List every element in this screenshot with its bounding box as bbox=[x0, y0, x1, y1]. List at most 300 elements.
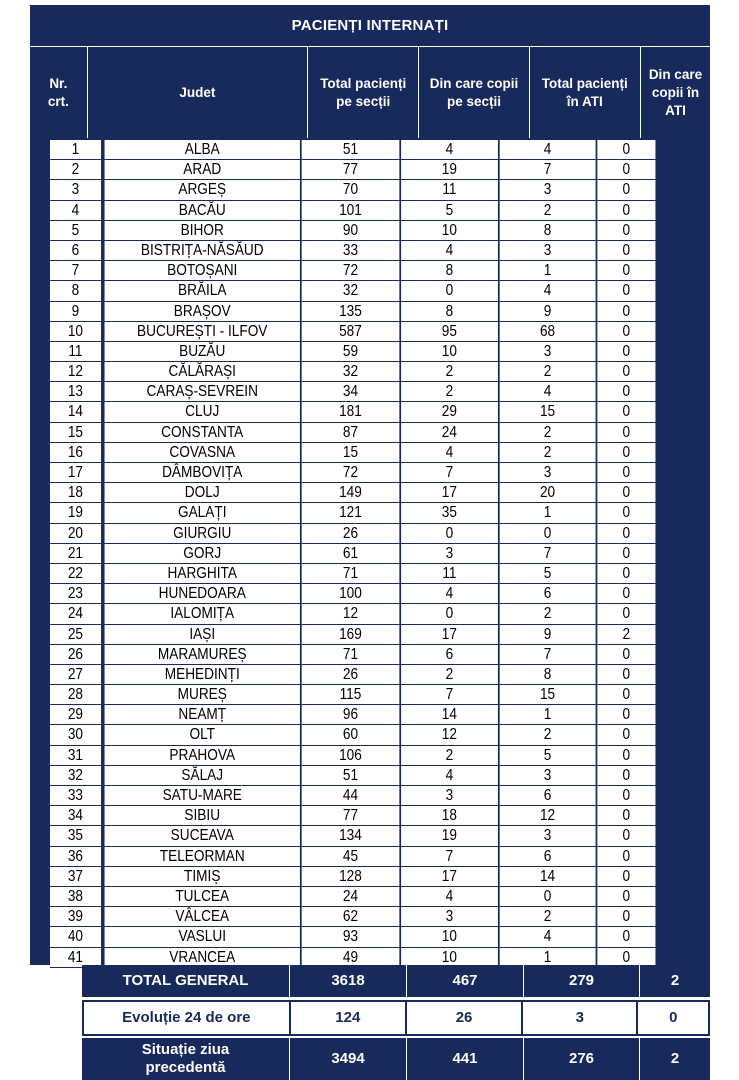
row-copii-sectii: 4 bbox=[401, 584, 498, 604]
row-nr: 26 bbox=[50, 645, 101, 665]
evolution-sectii: 124 bbox=[291, 1002, 407, 1034]
evolution-copii-sectii: 26 bbox=[407, 1002, 523, 1034]
table-row bbox=[50, 665, 655, 685]
table-row bbox=[50, 180, 655, 200]
row-total-sectii: 87 bbox=[302, 423, 399, 443]
table-row bbox=[50, 241, 655, 261]
row-judet: ARGEȘ bbox=[104, 180, 300, 200]
row-total-ati: 2 bbox=[500, 362, 596, 382]
row-total-ati: 4 bbox=[500, 281, 596, 301]
row-total-sectii: 15 bbox=[302, 443, 399, 463]
row-nr: 31 bbox=[50, 746, 101, 766]
row-total-ati: 7 bbox=[500, 544, 596, 564]
table-row bbox=[50, 261, 655, 281]
row-total-ati: 4 bbox=[500, 927, 596, 947]
row-total-ati: 3 bbox=[500, 180, 596, 200]
row-total-sectii: 44 bbox=[302, 786, 399, 806]
table-rows bbox=[50, 140, 738, 968]
row-total-ati: 1 bbox=[500, 261, 596, 281]
evolution-copii-ati: 0 bbox=[669, 1009, 678, 1026]
row-copii-ati: 0 bbox=[597, 725, 655, 745]
row-judet: CARAȘ-SEVREIN bbox=[104, 382, 300, 402]
row-judet: CONSTANTA bbox=[104, 423, 300, 443]
table-row bbox=[50, 826, 655, 846]
row-total-sectii: 106 bbox=[302, 746, 399, 766]
row-copii-ati: 0 bbox=[597, 463, 655, 483]
table-row bbox=[50, 927, 655, 947]
row-judet: BISTRIȚA-NĂSĂUD bbox=[104, 241, 300, 261]
row-total-ati: 3 bbox=[500, 241, 596, 261]
row-total-ati: 1 bbox=[500, 503, 596, 523]
row-total-sectii: 71 bbox=[302, 645, 399, 665]
row-total-ati: 3 bbox=[500, 766, 596, 786]
table-row bbox=[50, 382, 655, 402]
row-judet: BRAȘOV bbox=[104, 302, 300, 322]
table-row bbox=[50, 423, 655, 443]
previous-label: Situație ziua precedentă bbox=[82, 1038, 290, 1080]
row-total-sectii: 70 bbox=[302, 180, 399, 200]
total-row bbox=[82, 965, 710, 997]
total-copii-ati: 2 bbox=[670, 972, 680, 989]
row-nr: 3 bbox=[50, 180, 101, 200]
row-total-ati: 4 bbox=[500, 140, 596, 160]
table-row bbox=[50, 160, 655, 180]
row-total-sectii: 62 bbox=[302, 907, 399, 927]
row-copii-ati: 0 bbox=[597, 746, 655, 766]
table-row bbox=[50, 786, 655, 806]
row-total-sectii: 49 bbox=[302, 948, 399, 968]
row-judet: TULCEA bbox=[104, 887, 300, 907]
row-copii-sectii: 4 bbox=[401, 140, 498, 160]
row-total-sectii: 72 bbox=[302, 261, 399, 281]
row-total-sectii: 33 bbox=[302, 241, 399, 261]
row-nr: 13 bbox=[50, 382, 101, 402]
row-nr: 32 bbox=[50, 766, 101, 786]
row-nr: 10 bbox=[50, 322, 101, 342]
row-copii-ati: 0 bbox=[597, 786, 655, 806]
row-total-sectii: 121 bbox=[302, 503, 399, 523]
row-judet: MUREȘ bbox=[104, 685, 300, 705]
row-copii-sectii: 2 bbox=[401, 382, 498, 402]
row-copii-sectii: 4 bbox=[401, 241, 498, 261]
row-copii-ati: 0 bbox=[597, 483, 655, 503]
row-nr: 8 bbox=[50, 281, 101, 301]
row-copii-ati: 0 bbox=[597, 948, 655, 968]
row-copii-ati: 0 bbox=[597, 826, 655, 846]
row-total-ati: 2 bbox=[500, 423, 596, 443]
row-judet: VASLUI bbox=[104, 927, 300, 947]
row-copii-ati: 0 bbox=[597, 524, 655, 544]
row-total-sectii: 24 bbox=[302, 887, 399, 907]
row-total-ati: 2 bbox=[500, 725, 596, 745]
row-copii-sectii: 11 bbox=[401, 180, 498, 200]
row-judet: NEAMȚ bbox=[104, 705, 300, 725]
row-judet: BACĂU bbox=[104, 201, 300, 221]
row-total-ati: 6 bbox=[500, 786, 596, 806]
row-judet: DÂMBOVIȚA bbox=[104, 463, 300, 483]
row-copii-sectii: 17 bbox=[401, 483, 498, 503]
row-copii-sectii: 4 bbox=[401, 887, 498, 907]
row-copii-ati: 0 bbox=[597, 241, 655, 261]
table-header bbox=[30, 46, 710, 139]
table-row bbox=[50, 584, 655, 604]
table-row bbox=[50, 443, 655, 463]
header-judet: Judet bbox=[88, 47, 308, 139]
table-row bbox=[50, 867, 655, 887]
row-copii-sectii: 19 bbox=[401, 160, 498, 180]
row-total-sectii: 60 bbox=[302, 725, 399, 745]
row-total-sectii: 51 bbox=[302, 140, 399, 160]
row-judet: TIMIȘ bbox=[104, 867, 300, 887]
row-copii-ati: 0 bbox=[597, 847, 655, 867]
row-total-sectii: 101 bbox=[302, 201, 399, 221]
previous-copii-ati: 2 bbox=[670, 1050, 680, 1067]
row-nr: 6 bbox=[50, 241, 101, 261]
table-row bbox=[50, 503, 655, 523]
row-total-sectii: 26 bbox=[302, 524, 399, 544]
table-row bbox=[50, 221, 655, 241]
table-row bbox=[50, 281, 655, 301]
row-total-ati: 5 bbox=[500, 746, 596, 766]
row-copii-sectii: 24 bbox=[401, 423, 498, 443]
table-row bbox=[50, 725, 655, 745]
table-body bbox=[30, 138, 710, 965]
row-total-sectii: 93 bbox=[302, 927, 399, 947]
row-copii-ati: 0 bbox=[597, 544, 655, 564]
row-nr: 25 bbox=[50, 625, 101, 645]
row-copii-sectii: 2 bbox=[401, 362, 498, 382]
table-row bbox=[50, 201, 655, 221]
row-judet: BUCUREȘTI - ILFOV bbox=[104, 322, 300, 342]
row-copii-ati: 0 bbox=[597, 685, 655, 705]
row-copii-sectii: 2 bbox=[401, 746, 498, 766]
row-nr: 29 bbox=[50, 705, 101, 725]
row-total-sectii: 96 bbox=[302, 705, 399, 725]
row-copii-sectii: 7 bbox=[401, 685, 498, 705]
row-copii-ati: 0 bbox=[597, 665, 655, 685]
row-judet: SIBIU bbox=[104, 806, 300, 826]
table-row bbox=[50, 746, 655, 766]
row-judet: ARAD bbox=[104, 160, 300, 180]
row-nr: 1 bbox=[50, 140, 101, 160]
row-copii-sectii: 8 bbox=[401, 261, 498, 281]
row-total-ati: 20 bbox=[500, 483, 596, 503]
row-copii-sectii: 17 bbox=[401, 867, 498, 887]
row-total-ati: 9 bbox=[500, 625, 596, 645]
row-total-sectii: 90 bbox=[302, 221, 399, 241]
row-judet: HARGHITA bbox=[104, 564, 300, 584]
table-row bbox=[50, 463, 655, 483]
row-nr: 35 bbox=[50, 826, 101, 846]
row-total-sectii: 134 bbox=[302, 826, 399, 846]
row-judet: SATU-MARE bbox=[104, 786, 300, 806]
row-copii-sectii: 35 bbox=[401, 503, 498, 523]
row-nr: 7 bbox=[50, 261, 101, 281]
total-ati: 279 bbox=[524, 965, 640, 997]
row-nr: 24 bbox=[50, 604, 101, 624]
row-copii-ati: 0 bbox=[597, 423, 655, 443]
row-copii-sectii: 0 bbox=[401, 524, 498, 544]
row-total-sectii: 115 bbox=[302, 685, 399, 705]
evolution-row bbox=[82, 1000, 710, 1036]
previous-sectii: 3494 bbox=[290, 1038, 407, 1080]
table-row bbox=[50, 524, 655, 544]
row-copii-ati: 0 bbox=[597, 584, 655, 604]
row-nr: 34 bbox=[50, 806, 101, 826]
row-nr: 30 bbox=[50, 725, 101, 745]
row-total-sectii: 12 bbox=[302, 604, 399, 624]
row-total-sectii: 72 bbox=[302, 463, 399, 483]
row-judet: VRANCEA bbox=[104, 948, 300, 968]
row-nr: 38 bbox=[50, 887, 101, 907]
row-copii-sectii: 0 bbox=[401, 281, 498, 301]
table-row bbox=[50, 766, 655, 786]
row-judet: IALOMIȚA bbox=[104, 604, 300, 624]
row-nr: 14 bbox=[50, 402, 101, 422]
table-row bbox=[50, 806, 655, 826]
row-judet: CLUJ bbox=[104, 402, 300, 422]
row-copii-ati: 0 bbox=[597, 867, 655, 887]
table-row bbox=[50, 483, 655, 503]
total-copii-sectii: 467 bbox=[407, 965, 524, 997]
table-row bbox=[50, 362, 655, 382]
table-row bbox=[50, 887, 655, 907]
row-nr: 33 bbox=[50, 786, 101, 806]
table-row bbox=[50, 402, 655, 422]
row-copii-ati: 0 bbox=[597, 503, 655, 523]
row-copii-sectii: 10 bbox=[401, 342, 498, 362]
row-total-ati: 0 bbox=[500, 887, 596, 907]
row-judet: MARAMUREȘ bbox=[104, 645, 300, 665]
previous-day-row bbox=[82, 1038, 710, 1080]
row-total-ati: 7 bbox=[500, 160, 596, 180]
row-copii-ati: 0 bbox=[597, 907, 655, 927]
row-copii-ati: 0 bbox=[597, 302, 655, 322]
table-row bbox=[50, 544, 655, 564]
row-judet: SUCEAVA bbox=[104, 826, 300, 846]
row-nr: 15 bbox=[50, 423, 101, 443]
row-copii-ati: 0 bbox=[597, 261, 655, 281]
row-nr: 20 bbox=[50, 524, 101, 544]
row-copii-ati: 0 bbox=[597, 806, 655, 826]
row-copii-ati: 0 bbox=[597, 281, 655, 301]
row-copii-sectii: 7 bbox=[401, 847, 498, 867]
total-sectii: 3618 bbox=[290, 965, 407, 997]
row-total-sectii: 149 bbox=[302, 483, 399, 503]
row-nr: 27 bbox=[50, 665, 101, 685]
row-total-sectii: 77 bbox=[302, 160, 399, 180]
header-total-ati: Total pacienți în ATI bbox=[530, 47, 641, 139]
row-total-ati: 1 bbox=[500, 705, 596, 725]
table-row bbox=[50, 564, 655, 584]
row-copii-sectii: 6 bbox=[401, 645, 498, 665]
total-label: TOTAL GENERAL bbox=[82, 965, 290, 997]
row-copii-ati: 0 bbox=[597, 342, 655, 362]
row-nr: 37 bbox=[50, 867, 101, 887]
row-judet: COVASNA bbox=[104, 443, 300, 463]
evolution-ati: 3 bbox=[523, 1002, 638, 1034]
evolution-label: Evoluție 24 de ore bbox=[84, 1002, 291, 1034]
row-copii-sectii: 95 bbox=[401, 322, 498, 342]
row-nr: 18 bbox=[50, 483, 101, 503]
row-copii-sectii: 12 bbox=[401, 725, 498, 745]
row-total-ati: 9 bbox=[500, 302, 596, 322]
row-copii-ati: 0 bbox=[597, 221, 655, 241]
row-total-sectii: 32 bbox=[302, 281, 399, 301]
row-copii-sectii: 2 bbox=[401, 665, 498, 685]
row-copii-ati: 0 bbox=[597, 766, 655, 786]
table-row bbox=[50, 685, 655, 705]
row-copii-sectii: 4 bbox=[401, 766, 498, 786]
row-nr: 22 bbox=[50, 564, 101, 584]
row-total-ati: 5 bbox=[500, 564, 596, 584]
row-judet: BUZĂU bbox=[104, 342, 300, 362]
row-nr: 28 bbox=[50, 685, 101, 705]
row-judet: DOLJ bbox=[104, 483, 300, 503]
row-judet: BOTOȘANI bbox=[104, 261, 300, 281]
row-copii-sectii: 29 bbox=[401, 402, 498, 422]
row-copii-sectii: 3 bbox=[401, 544, 498, 564]
row-nr: 19 bbox=[50, 503, 101, 523]
header-copii-ati: Din care copii în ATI bbox=[648, 67, 703, 118]
row-copii-sectii: 3 bbox=[401, 786, 498, 806]
row-total-ati: 3 bbox=[500, 342, 596, 362]
row-nr: 36 bbox=[50, 847, 101, 867]
row-total-ati: 0 bbox=[500, 524, 596, 544]
row-judet: SĂLAJ bbox=[104, 766, 300, 786]
row-copii-ati: 0 bbox=[597, 322, 655, 342]
row-nr: 5 bbox=[50, 221, 101, 241]
row-copii-sectii: 18 bbox=[401, 806, 498, 826]
table-row bbox=[50, 322, 655, 342]
row-nr: 2 bbox=[50, 160, 101, 180]
row-copii-sectii: 19 bbox=[401, 826, 498, 846]
row-total-ati: 2 bbox=[500, 604, 596, 624]
row-total-ati: 6 bbox=[500, 584, 596, 604]
row-total-sectii: 587 bbox=[302, 322, 399, 342]
row-total-sectii: 77 bbox=[302, 806, 399, 826]
row-total-ati: 68 bbox=[500, 322, 596, 342]
row-judet: VÂLCEA bbox=[104, 907, 300, 927]
row-copii-ati: 2 bbox=[597, 625, 655, 645]
row-judet: TELEORMAN bbox=[104, 847, 300, 867]
row-copii-ati: 0 bbox=[597, 443, 655, 463]
row-copii-ati: 0 bbox=[597, 564, 655, 584]
row-copii-ati: 0 bbox=[597, 645, 655, 665]
header-nr: Nr. crt. bbox=[30, 47, 88, 139]
table-row bbox=[50, 140, 655, 160]
row-copii-ati: 0 bbox=[597, 887, 655, 907]
row-copii-ati: 0 bbox=[597, 201, 655, 221]
row-total-sectii: 135 bbox=[302, 302, 399, 322]
row-copii-ati: 0 bbox=[597, 180, 655, 200]
row-nr: 23 bbox=[50, 584, 101, 604]
row-judet: GORJ bbox=[104, 544, 300, 564]
row-total-sectii: 51 bbox=[302, 766, 399, 786]
row-total-ati: 3 bbox=[500, 826, 596, 846]
row-total-sectii: 34 bbox=[302, 382, 399, 402]
table-title: PACIENȚI INTERNAȚI bbox=[30, 5, 710, 46]
table-row bbox=[50, 342, 655, 362]
row-nr: 40 bbox=[50, 927, 101, 947]
row-copii-ati: 0 bbox=[597, 382, 655, 402]
row-total-ati: 2 bbox=[500, 443, 596, 463]
row-copii-sectii: 8 bbox=[401, 302, 498, 322]
row-judet: BRĂILA bbox=[104, 281, 300, 301]
row-judet: IAȘI bbox=[104, 625, 300, 645]
header-total-sectii: Total pacienți pe secții bbox=[308, 47, 419, 139]
row-total-sectii: 59 bbox=[302, 342, 399, 362]
row-total-ati: 8 bbox=[500, 665, 596, 685]
row-total-sectii: 45 bbox=[302, 847, 399, 867]
row-total-sectii: 32 bbox=[302, 362, 399, 382]
row-copii-sectii: 17 bbox=[401, 625, 498, 645]
row-judet: OLT bbox=[104, 725, 300, 745]
row-total-sectii: 26 bbox=[302, 665, 399, 685]
previous-copii-sectii: 441 bbox=[407, 1038, 524, 1080]
row-nr: 9 bbox=[50, 302, 101, 322]
table-row bbox=[50, 847, 655, 867]
row-total-ati: 8 bbox=[500, 221, 596, 241]
row-total-sectii: 61 bbox=[302, 544, 399, 564]
row-total-ati: 3 bbox=[500, 463, 596, 483]
row-judet: CĂLĂRAȘI bbox=[104, 362, 300, 382]
row-judet: ALBA bbox=[104, 140, 300, 160]
row-copii-ati: 0 bbox=[597, 362, 655, 382]
row-total-ati: 7 bbox=[500, 645, 596, 665]
row-copii-sectii: 4 bbox=[401, 443, 498, 463]
row-copii-sectii: 14 bbox=[401, 705, 498, 725]
row-total-ati: 4 bbox=[500, 382, 596, 402]
row-copii-ati: 0 bbox=[597, 604, 655, 624]
row-nr: 11 bbox=[50, 342, 101, 362]
table-row bbox=[50, 625, 655, 645]
row-copii-sectii: 0 bbox=[401, 604, 498, 624]
row-copii-ati: 0 bbox=[597, 160, 655, 180]
row-copii-sectii: 5 bbox=[401, 201, 498, 221]
row-total-sectii: 100 bbox=[302, 584, 399, 604]
row-nr: 21 bbox=[50, 544, 101, 564]
row-nr: 41 bbox=[50, 948, 101, 968]
row-copii-sectii: 10 bbox=[401, 948, 498, 968]
row-judet: GALAȚI bbox=[104, 503, 300, 523]
row-total-sectii: 169 bbox=[302, 625, 399, 645]
row-total-ati: 6 bbox=[500, 847, 596, 867]
row-total-sectii: 181 bbox=[302, 402, 399, 422]
row-copii-sectii: 7 bbox=[401, 463, 498, 483]
row-copii-sectii: 10 bbox=[401, 927, 498, 947]
table-row bbox=[50, 604, 655, 624]
row-total-ati: 14 bbox=[500, 867, 596, 887]
row-nr: 4 bbox=[50, 201, 101, 221]
previous-ati: 276 bbox=[524, 1038, 640, 1080]
row-judet: PRAHOVA bbox=[104, 746, 300, 766]
table-row bbox=[50, 907, 655, 927]
row-total-ati: 15 bbox=[500, 402, 596, 422]
row-copii-sectii: 11 bbox=[401, 564, 498, 584]
table-row bbox=[50, 645, 655, 665]
row-total-ati: 2 bbox=[500, 907, 596, 927]
row-judet: MEHEDINȚI bbox=[104, 665, 300, 685]
row-total-sectii: 128 bbox=[302, 867, 399, 887]
row-total-ati: 1 bbox=[500, 948, 596, 968]
table-row bbox=[50, 705, 655, 725]
row-nr: 16 bbox=[50, 443, 101, 463]
row-copii-ati: 0 bbox=[597, 705, 655, 725]
row-nr: 39 bbox=[50, 907, 101, 927]
table-row bbox=[50, 302, 655, 322]
row-copii-ati: 0 bbox=[597, 927, 655, 947]
